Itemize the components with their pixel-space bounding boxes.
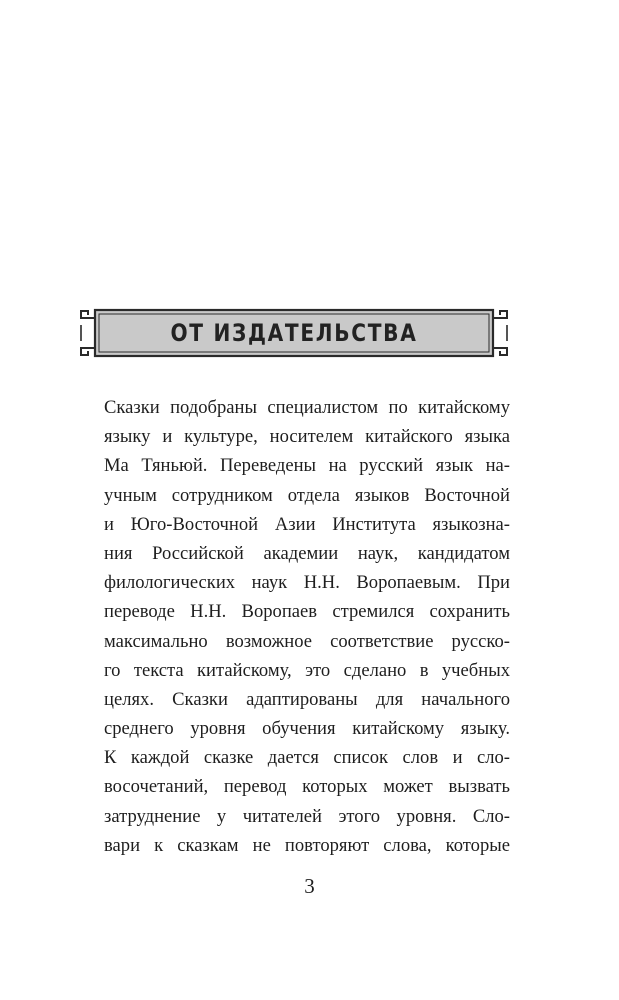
text-line: восочетаний, перевод которых может вызвать: [104, 776, 510, 798]
text-line: языку и культуре, носителем китайского языка: [104, 426, 510, 448]
page-number: 3: [304, 874, 315, 898]
text-line: филологических наук Н.Н. Воропаевым. При: [104, 572, 510, 594]
text-line: среднего уровня обучения китайскому языку.: [104, 718, 510, 740]
text-line: го текста китайскому, это сделано в учебных: [104, 659, 510, 681]
text-line: и Юго-Восточной Азии Института языкозна-: [104, 513, 510, 535]
text-line: переводе Н.Н. Воропаев стремился сохранить: [104, 601, 510, 623]
text-line: учным сотрудником отдела языков Восточной: [104, 484, 510, 506]
text-line: максимально возможное соответствие русско-: [104, 630, 510, 652]
text-line: вари к сказкам не повторяют слова, которые: [104, 834, 510, 856]
text-line: затруднение у читателей этого уровня. Сло-: [104, 805, 510, 827]
text-line: К каждой сказке дается список слов и сло-: [104, 747, 510, 769]
body-paragraph: [104, 393, 510, 860]
section-title: ОТ ИЗДАТЕЛЬСТВА: [170, 319, 418, 347]
text-line: Ма Тяньюй. Переведены на русский язык на-: [104, 455, 510, 477]
text-line: ния Российской академии наук, кандидатом: [104, 542, 510, 564]
section-heading-banner: [78, 307, 510, 359]
text-line: целях. Сказки адаптированы для начального: [104, 688, 510, 710]
text-line: Сказки подобраны специалистом по китайскому: [104, 397, 510, 418]
